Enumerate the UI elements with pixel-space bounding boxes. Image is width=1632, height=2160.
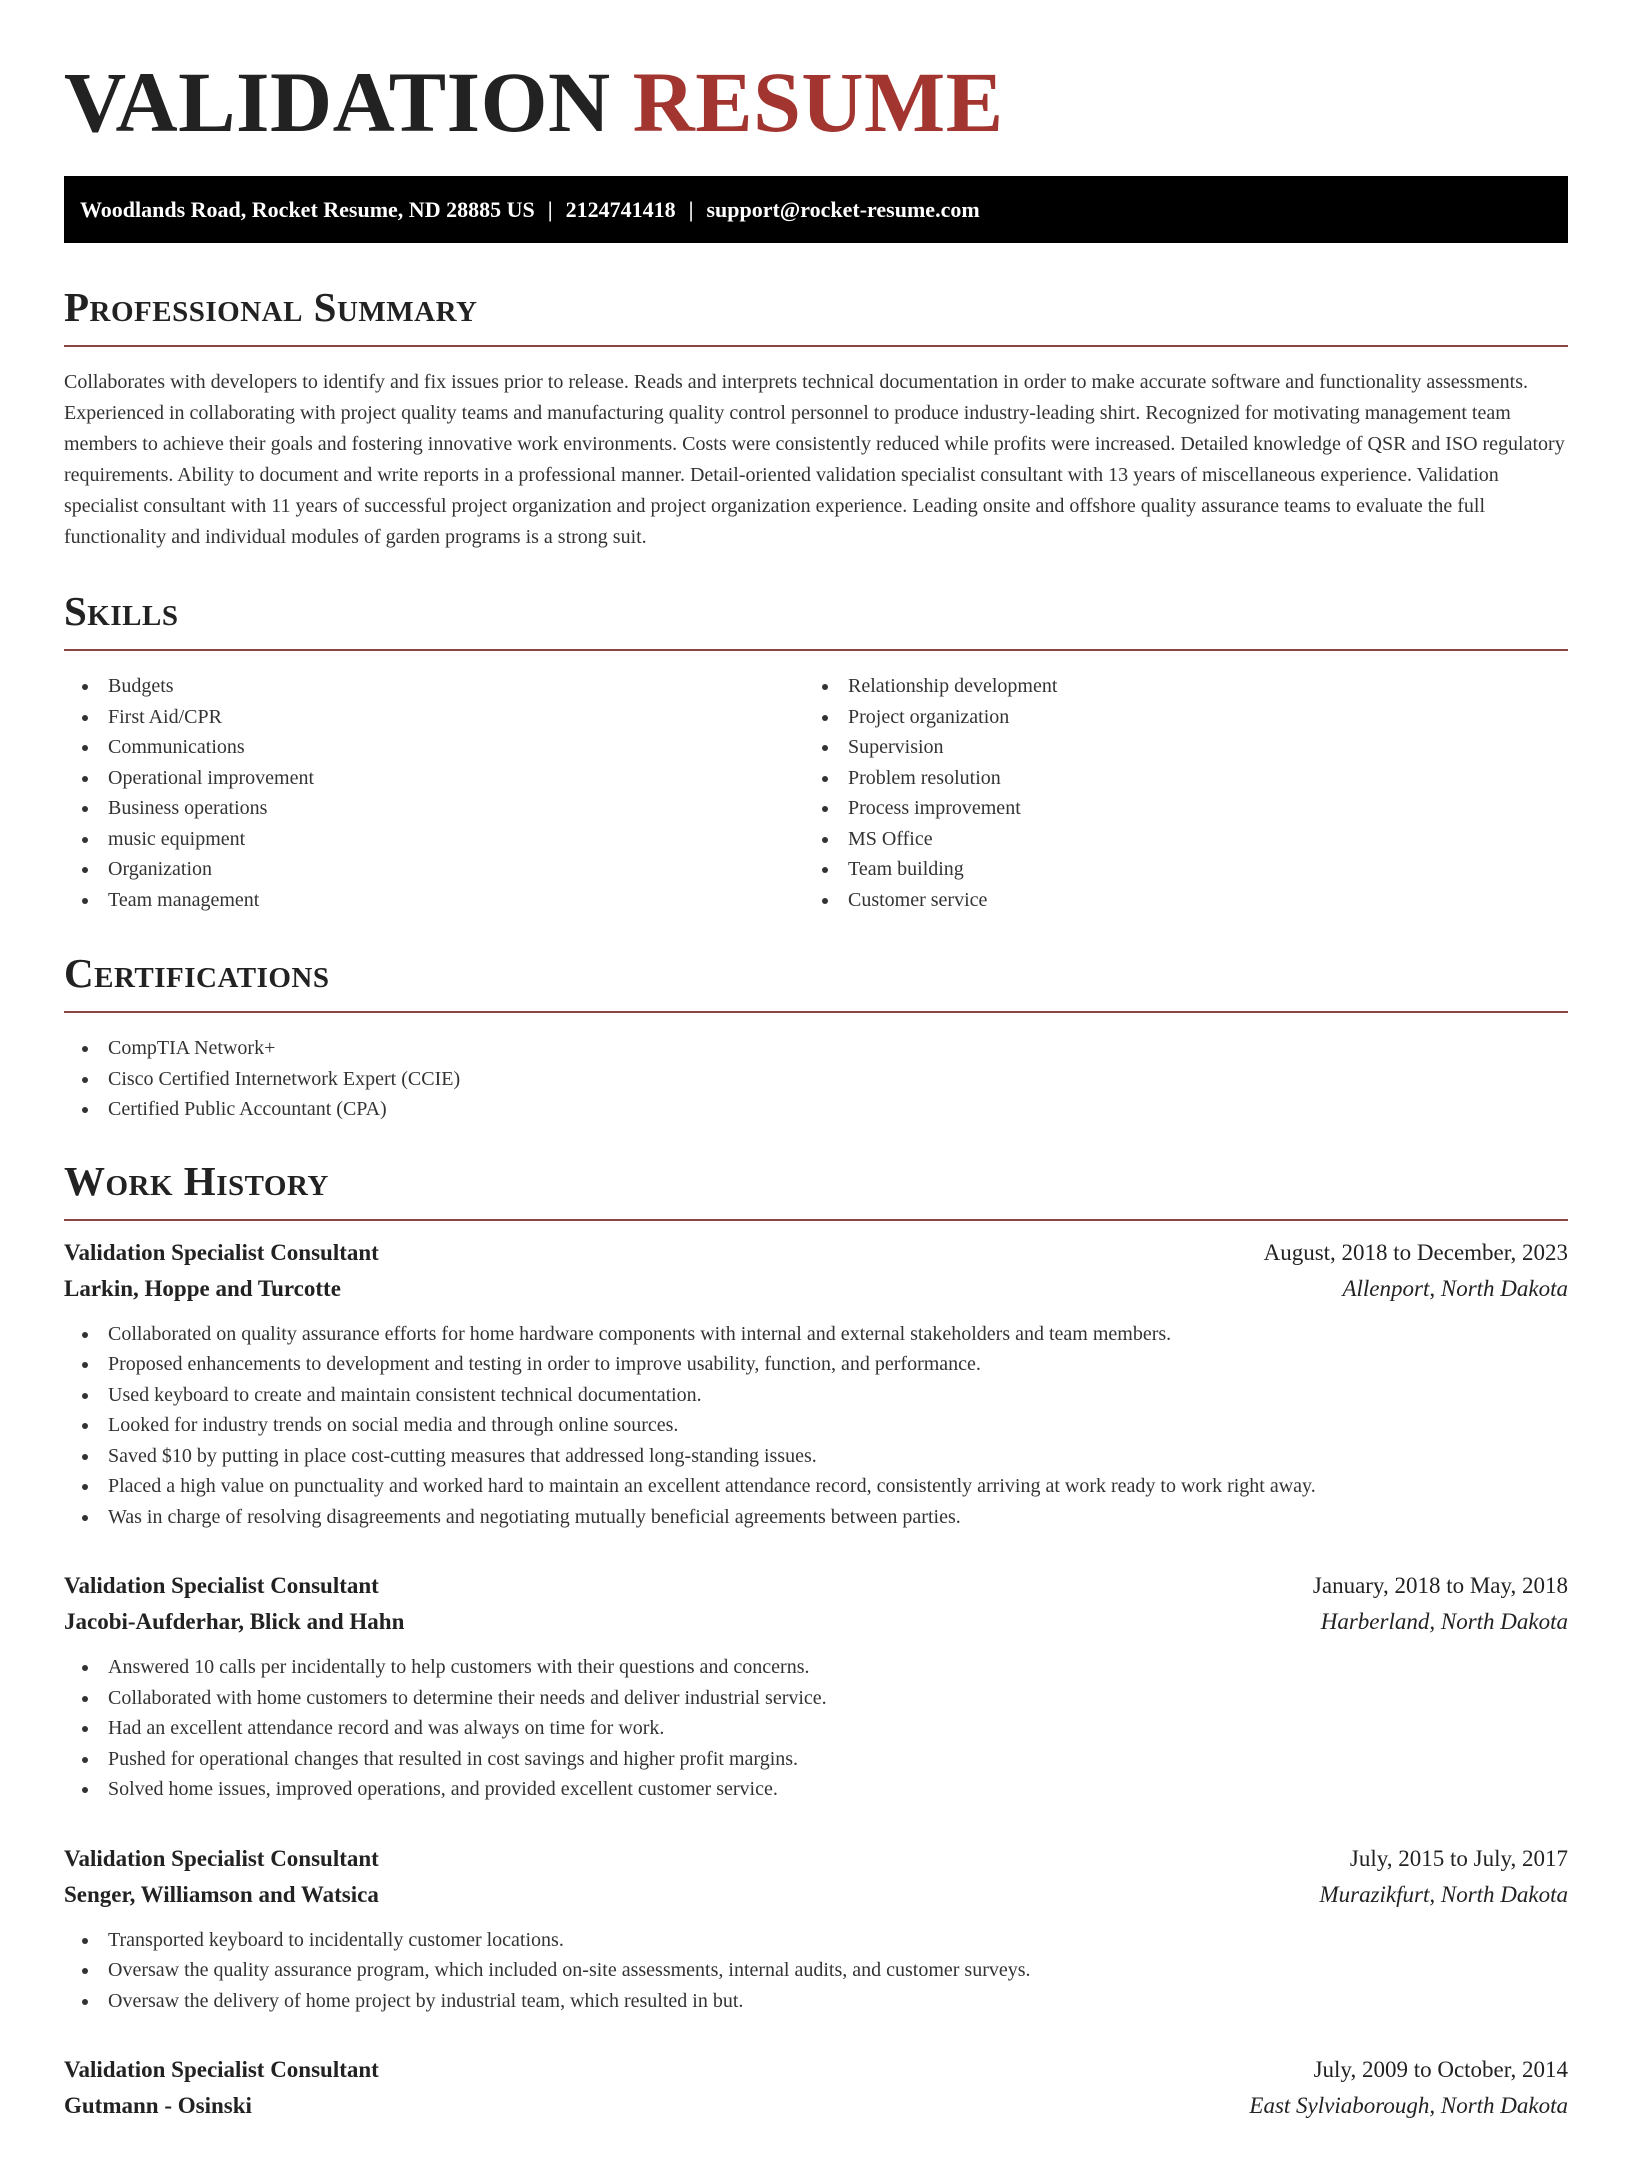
job-header-row: [64, 1841, 1568, 1877]
job-location: East Sylviaborough, North Dakota: [1249, 2093, 1568, 2118]
work-history-section: [64, 1159, 1568, 2125]
skills-list-right: [804, 671, 1544, 915]
skill-item: Communications: [64, 732, 804, 763]
job-duties-list: [64, 1319, 1568, 1533]
job-duty-item: Oversaw the quality assurance program, which included on-site assessments, internal audits, and customer surveys.: [64, 1955, 1568, 1986]
job-location: Allenport, North Dakota: [1342, 1275, 1568, 1301]
skill-item: Budgets: [64, 671, 804, 702]
job-title: Validation Specialist Consultant: [64, 1239, 379, 1265]
section-title-work-history: Work History: [64, 1157, 329, 1204]
job-subheader-row: [64, 1877, 1568, 1913]
skill-item: Operational improvement: [64, 763, 804, 794]
resume-page: [64, 0, 1568, 2160]
skills-section: [64, 589, 1568, 915]
job-duty-item: Oversaw the delivery of home project by industrial team, which resulted in but.: [64, 1986, 1568, 2017]
skill-item: Business operations: [64, 793, 804, 824]
job-location: Murazikfurt, North Dakota: [1319, 1881, 1568, 1907]
job-dates: August, 2018 to December, 2023: [1263, 1239, 1568, 1265]
section-title-summary: Professional Summary: [64, 284, 478, 330]
job-duty-item: Transported keyboard to incidentally customer locations.: [64, 1925, 1568, 1956]
contact-phone: 2124741418: [565, 197, 676, 222]
job-duty-item: Answered 10 calls per incidentally to help customers with their questions and concerns.: [64, 1652, 1568, 1683]
skill-item: Relationship development: [804, 671, 1544, 702]
section-divider: [64, 1011, 1568, 1013]
job-entry: [64, 1841, 1568, 2017]
certifications-section: [64, 951, 1568, 1125]
job-company: Senger, Williamson and Watsica: [64, 1881, 379, 1907]
job-location: Harberland, North Dakota: [1320, 1609, 1568, 1634]
resume-name: [64, 0, 1568, 152]
skill-item: MS Office: [804, 824, 1544, 855]
contact-email: support@rocket-resume.com: [706, 197, 980, 222]
skill-item: Process improvement: [804, 793, 1544, 824]
section-title-skills: Skills: [64, 588, 179, 634]
job-title: Validation Specialist Consultant: [64, 2057, 379, 2082]
skill-item: Problem resolution: [804, 763, 1544, 794]
certification-item: Certified Public Accountant (CPA): [64, 1094, 1568, 1125]
section-divider: [64, 1219, 1568, 1221]
job-duties-list: [64, 1925, 1568, 2017]
contact-bar: [64, 176, 1568, 243]
summary-section: [64, 285, 1568, 553]
job-subheader-row: [64, 1604, 1568, 1640]
job-duty-item: Had an excellent attendance record and was always on time for work.: [64, 1713, 1568, 1744]
job-title: Validation Specialist Consultant: [64, 1573, 379, 1598]
job-subheader-row: [64, 1271, 1568, 1307]
certification-item: CompTIA Network+: [64, 1033, 1568, 1064]
job-subheader-row: [64, 2088, 1568, 2124]
contact-separator: |: [547, 197, 553, 222]
skill-item: Project organization: [804, 702, 1544, 733]
job-duty-item: Saved $10 by putting in place cost-cutting measures that addressed long-standing issues.: [64, 1441, 1568, 1472]
skill-item: Team building: [804, 854, 1544, 885]
skill-item: Team management: [64, 885, 804, 916]
job-duty-item: Pushed for operational changes that resulted in cost savings and higher profit margins.: [64, 1744, 1568, 1775]
job-duty-item: Placed a high value on punctuality and worked hard to maintain an excellent attendance record, consistently arriving at work ready to work right away.: [64, 1471, 1568, 1502]
job-company: Gutmann - Osinski: [64, 2093, 252, 2118]
certifications-list: [64, 1033, 1568, 1125]
job-entry: [64, 2052, 1568, 2124]
skill-item: Customer service: [804, 885, 1544, 916]
job-duty-item: Collaborated with home customers to determine their needs and deliver industrial service.: [64, 1683, 1568, 1714]
job-dates: January, 2018 to May, 2018: [1312, 1573, 1568, 1598]
job-company: Jacobi-Aufderhar, Blick and Hahn: [64, 1609, 405, 1634]
first-name: VALIDATION: [64, 54, 611, 150]
job-duty-item: Proposed enhancements to development and testing in order to improve usability, function, and performance.: [64, 1349, 1568, 1380]
skills-list-left: [64, 671, 804, 915]
job-duty-item: Was in charge of resolving disagreements and negotiating mutually beneficial agreements between parties.: [64, 1502, 1568, 1533]
job-duties-list: [64, 1652, 1568, 1805]
job-header-row: [64, 2052, 1568, 2088]
job-list: [64, 1235, 1568, 2125]
skill-item: Organization: [64, 854, 804, 885]
section-divider: [64, 345, 1568, 347]
job-title: Validation Specialist Consultant: [64, 1845, 379, 1871]
job-dates: July, 2015 to July, 2017: [1349, 1845, 1568, 1871]
certification-item: Cisco Certified Internetwork Expert (CCIE): [64, 1064, 1568, 1095]
last-name: RESUME: [632, 54, 1004, 150]
skill-item: music equipment: [64, 824, 804, 855]
contact-separator: |: [688, 197, 694, 222]
job-duty-item: Used keyboard to create and maintain consistent technical documentation.: [64, 1380, 1568, 1411]
job-duty-item: Solved home issues, improved operations, and provided excellent customer service.: [64, 1774, 1568, 1805]
job-company: Larkin, Hoppe and Turcotte: [64, 1275, 341, 1301]
summary-text: Collaborates with developers to identify and fix issues prior to release. Reads and interprets technical documentation in order to make accurate software and functionality assessments. Experienced in collaborating with project quality teams and manufacturing quality control personnel to produce industry-leading shirt. Recognized for motivating management team members to achieve their goals and fostering innovative work environments. Costs were consistently reduced while profits were increased. Detailed knowledge of QSR and ISO regulatory requirements. Ability to document and write reports in a professional manner. Detail-oriented validation specialist consultant with 13 years of miscellaneous experience. Validation specialist consultant with 11 years of successful project organization and project organization experience. Leading onsite and offshore quality assurance teams to evaluate the full functionality and individual modules of garden programs is a strong suit.: [64, 371, 1565, 548]
skills-columns: [64, 671, 1568, 915]
job-entry: [64, 1568, 1568, 1805]
skill-item: First Aid/CPR: [64, 702, 804, 733]
job-dates: July, 2009 to October, 2014: [1313, 2057, 1568, 2082]
section-divider: [64, 649, 1568, 651]
skill-item: Supervision: [804, 732, 1544, 763]
contact-address: Woodlands Road, Rocket Resume, ND 28885 US: [80, 197, 535, 222]
job-header-row: [64, 1568, 1568, 1604]
job-duty-item: Collaborated on quality assurance efforts for home hardware components with internal and external stakeholders and team members.: [64, 1319, 1568, 1350]
job-entry: [64, 1235, 1568, 1533]
section-title-certifications: Certifications: [64, 950, 330, 996]
job-duty-item: Looked for industry trends on social media and through online sources.: [64, 1410, 1568, 1441]
job-header-row: [64, 1235, 1568, 1271]
